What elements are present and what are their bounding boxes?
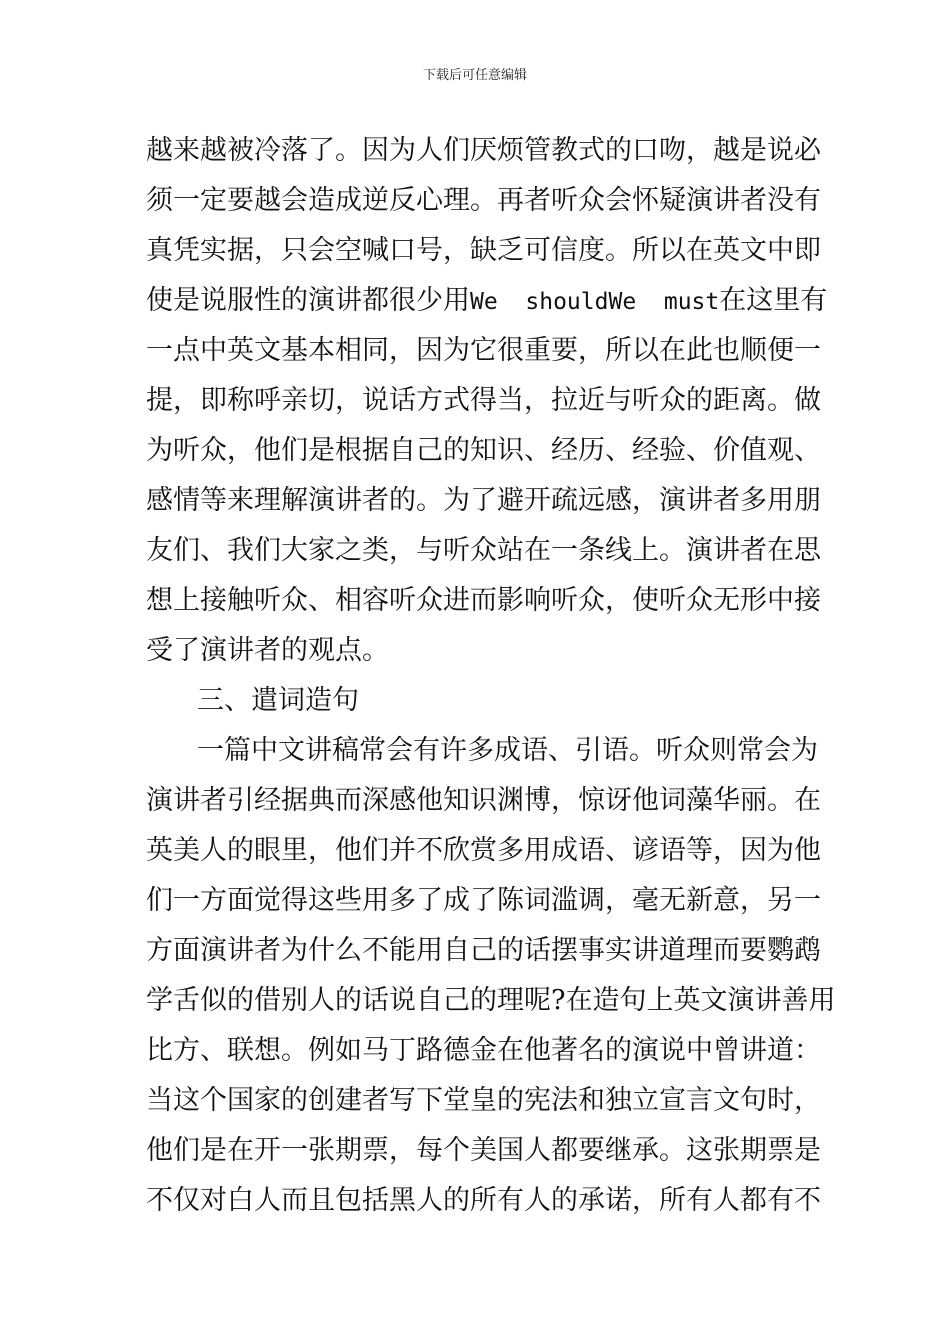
text-line: 学舌似的借别人的话说自己的理呢?在造句上英文演讲善用 [146, 985, 836, 1016]
text-line: 须一定要越会造成逆反心理。再者听众会怀疑演讲者没有 [146, 185, 821, 216]
text-line: 不仅对白人而且包括黑人的所有人的承诺，所有人都有不 [146, 1185, 821, 1216]
english-phrase: We shouldWe must [470, 289, 720, 315]
text-line: 他们是在开一张期票，每个美国人都要继承。这张期票是 [146, 1135, 821, 1166]
text-segment: 在这里有 [719, 285, 828, 316]
text-line: 一篇中文讲稿常会有许多成语、引语。听众则常会为 [197, 735, 818, 766]
text-line: 一点中英文基本相同，因为它很重要，所以在此也顺便一 [146, 335, 821, 366]
section-heading: 三、遣词造句 [197, 685, 359, 716]
text-line: 们一方面觉得这些用多了成了陈词滥调，毫无新意，另一 [146, 885, 821, 916]
text-line: 友们、我们大家之类，与听众站在一条线上。演讲者在思 [146, 535, 821, 566]
page-header: 下载后可任意编辑 [422, 68, 527, 83]
text-line: 越来越被冷落了。因为人们厌烦管教式的口吻，越是说必 [146, 135, 821, 166]
text-line [146, 276, 828, 326]
text-line: 方面演讲者为什么不能用自己的话摆事实讲道理而要鹦鹉 [146, 935, 821, 966]
text-line: 感情等来理解演讲者的。为了避开疏远感，演讲者多用朋 [146, 485, 821, 516]
text-line: 演讲者引经据典而深感他知识渊博，惊讶他词藻华丽。在 [146, 785, 821, 816]
text-line: 受了演讲者的观点。 [146, 635, 389, 666]
text-line: 真凭实据，只会空喊口号，缺乏可信度。所以在英文中即 [146, 235, 821, 266]
text-line: 当这个国家的创建者写下堂皇的宪法和独立宣言文句时， [146, 1085, 821, 1116]
text-line: 提，即称呼亲切，说话方式得当，拉近与听众的距离。做 [146, 385, 821, 416]
text-line: 想上接触听众、相容听众进而影响听众，使听众无形中接 [146, 585, 821, 616]
text-line: 英美人的眼里，他们并不欣赏多用成语、谚语等，因为他 [146, 835, 821, 866]
text-segment: 使是说服性的演讲都很少用 [146, 285, 470, 316]
text-line: 为听众，他们是根据自己的知识、经历、经验、价值观、 [146, 435, 821, 466]
text-line: 比方、联想。例如马丁路德金在他著名的演说中曾讲道： [146, 1035, 821, 1066]
